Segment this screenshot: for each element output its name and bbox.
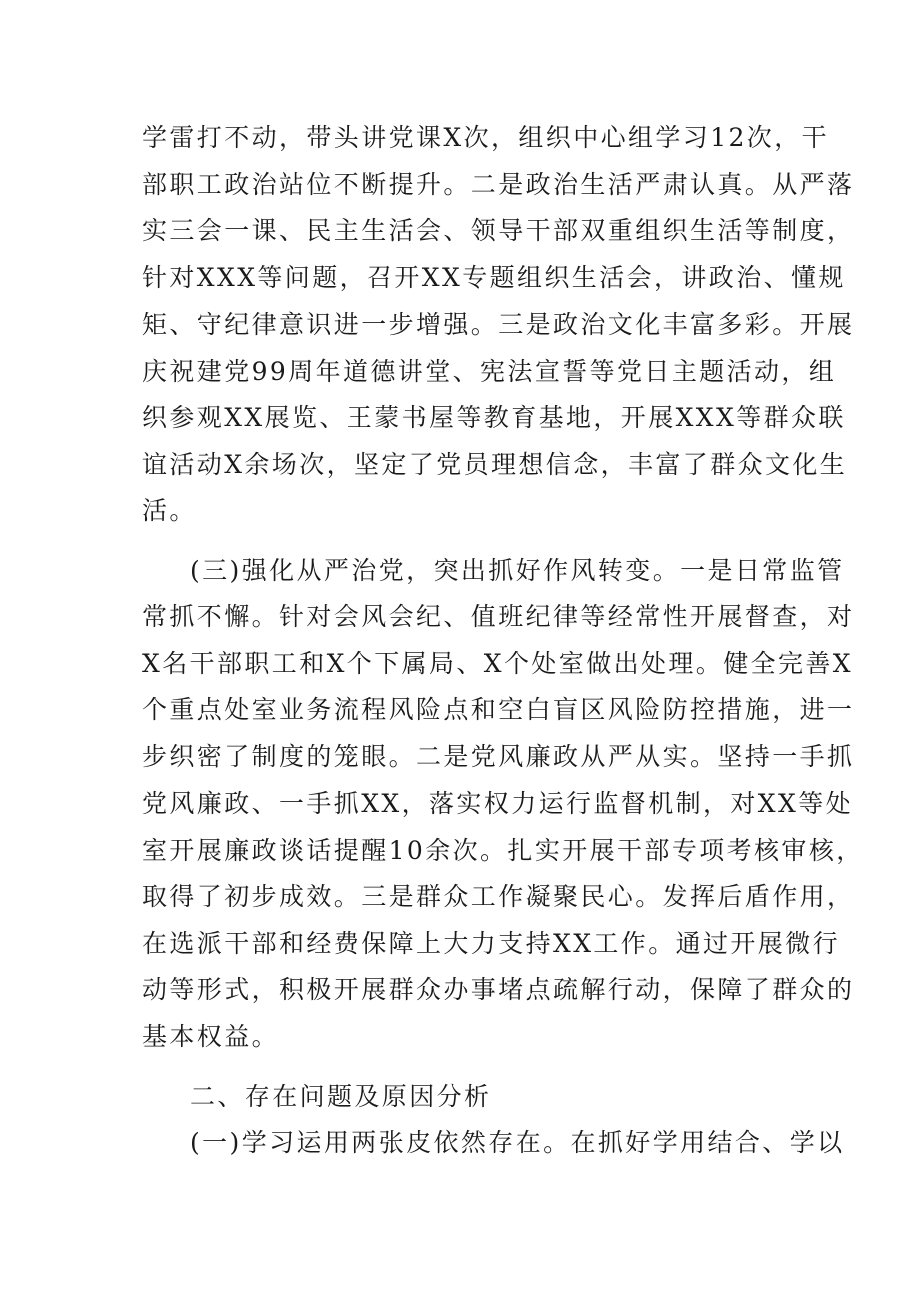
subsection-heading-paragraph: (一)学习运用两张皮依然存在。在抓好学用结合、学以 xyxy=(190,1128,845,1157)
section-heading-paragraph: (三)强化从严治党，突出抓好作风转变。一是日常监管 xyxy=(190,556,845,585)
text-line: 谊活动X余场次，坚定了党员理想信念，丰富了群众文化生 xyxy=(142,450,848,479)
text-line: 部职工政治站位不断提升。二是政治生活严肃认真。从严落 xyxy=(142,170,855,199)
text-line: 在选派干部和经费保障上大力支持XX工作。通过开展微行 xyxy=(142,929,840,958)
text-line: 织参观XX展览、王蒙书屋等教育基地，开展XXX等群众联 xyxy=(142,403,846,432)
text-line: 室开展廉政谈话提醒10余次。扎实开展干部专项考核审核， xyxy=(142,836,864,865)
text-line: 基本权益。 xyxy=(142,1022,280,1051)
text-line: 党风廉政、一手抓XX，落实权力运行监督机制，对XX等处 xyxy=(142,789,853,818)
text-line: 针对XXX等问题，召开XX专题组织生活会，讲政治、懂规 xyxy=(142,263,846,292)
text-line: 动等形式，积极开展群众办事堵点疏解行动，保障了群众的 xyxy=(142,975,855,1004)
text-line: 常抓不懈。针对会风会纪、值班纪律等经常性开展督查，对 xyxy=(142,602,855,631)
text-line: 活。 xyxy=(142,496,197,525)
text-line: 取得了初步成效。三是群众工作凝聚民心。发挥后盾作用， xyxy=(142,882,855,911)
text-line: 学雷打不动，带头讲党课X次，组织中心组学习12次，干 xyxy=(142,123,830,152)
section-heading: 二、存在问题及原因分析 xyxy=(190,1082,492,1111)
text-line: 矩、守纪律意识进一步增强。三是政治文化丰富多彩。开展 xyxy=(142,310,855,339)
text-line: X名干部职工和X个下属局、X个处室做出处理。健全完善X xyxy=(142,649,853,678)
text-line: 步织密了制度的笼眼。二是党风廉政从严从实。坚持一手抓 xyxy=(142,742,855,771)
text-line: 个重点处室业务流程风险点和空白盲区风险防控措施，进一 xyxy=(142,695,855,724)
text-line: 实三会一课、民主生活会、领导干部双重组织生活等制度， xyxy=(142,216,855,245)
text-line: 庆祝建党99周年道德讲堂、宪法宣誓等党日主题活动，组 xyxy=(142,357,837,386)
